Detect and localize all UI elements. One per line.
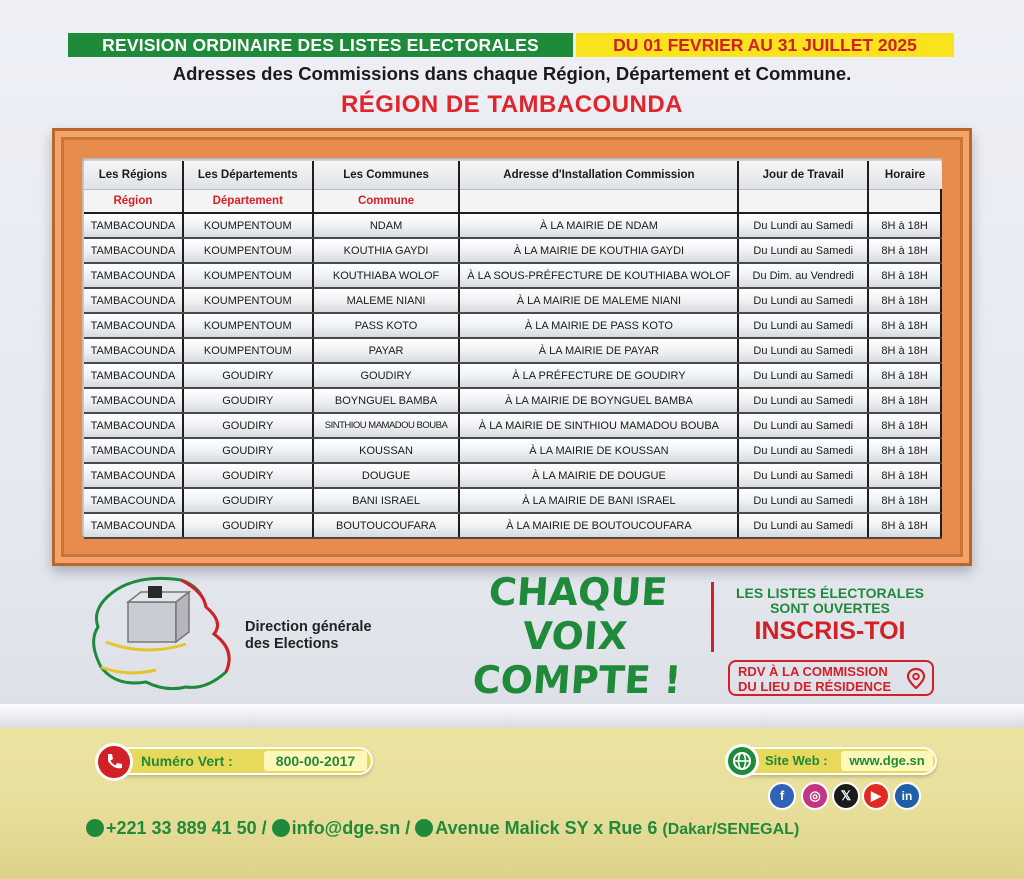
work-days-cell: Du Lundi au Samedi [738, 213, 868, 238]
address-cell: À LA MAIRIE DE BOYNGUEL BAMBA [459, 388, 738, 413]
phone-icon [95, 743, 133, 781]
column-header: Les Communes [313, 161, 460, 190]
commune-cell: NDAM [313, 213, 460, 238]
hours-cell: 8H à 18H [868, 463, 941, 488]
column-header: Adresse d'Installation Commission [459, 161, 738, 190]
work-days-cell: Du Lundi au Samedi [738, 288, 868, 313]
table-row [84, 238, 941, 263]
column-header: Horaire [868, 161, 941, 190]
hours-cell: 8H à 18H [868, 238, 941, 263]
department-cell: GOUDIRY [183, 388, 313, 413]
slogan-line: COMPTE ! [471, 658, 683, 702]
department-cell: GOUDIRY [183, 463, 313, 488]
region-cell: TAMBACOUNDA [84, 388, 183, 413]
green-number-label: Numéro Vert : [141, 753, 233, 769]
department-cell: GOUDIRY [183, 363, 313, 388]
table-subheader-row [84, 190, 941, 214]
column-header: Les Départements [183, 161, 313, 190]
work-days-cell: Du Lundi au Samedi [738, 363, 868, 388]
region-cell: TAMBACOUNDA [84, 263, 183, 288]
address-cell: À LA MAIRIE DE BANI ISRAEL [459, 488, 738, 513]
column-subheader [868, 190, 941, 214]
phone-number[interactable]: +221 33 889 41 50 / [106, 818, 267, 838]
facebook-icon[interactable]: f [768, 782, 796, 810]
commune-cell: KOUSSAN [313, 438, 460, 463]
department-cell: GOUDIRY [183, 513, 313, 538]
address-cell: À LA MAIRIE DE MALEME NIANI [459, 288, 738, 313]
region-cell: TAMBACOUNDA [84, 463, 183, 488]
region-cell: TAMBACOUNDA [84, 238, 183, 263]
table-row [84, 313, 941, 338]
slogan [445, 570, 704, 702]
hours-cell: 8H à 18H [868, 338, 941, 363]
commune-cell: MALEME NIANI [313, 288, 460, 313]
table-row [84, 488, 941, 513]
table-row [84, 513, 941, 538]
column-header: Jour de Travail [738, 161, 868, 190]
slogan-line: CHAQUE VOIX [487, 570, 669, 658]
address-cell: À LA SOUS-PRÉFECTURE DE KOUTHIABA WOLOF [459, 263, 738, 288]
region-cell: TAMBACOUNDA [84, 313, 183, 338]
home-icon [415, 819, 433, 837]
commune-cell: KOUTHIABA WOLOF [313, 263, 460, 288]
region-cell: TAMBACOUNDA [84, 438, 183, 463]
commune-cell: GOUDIRY [313, 363, 460, 388]
commune-cell: DOUGUE [313, 463, 460, 488]
hours-cell: 8H à 18H [868, 313, 941, 338]
region-cell: TAMBACOUNDA [84, 213, 183, 238]
work-days-cell: Du Lundi au Samedi [738, 513, 868, 538]
website-label: Site Web : [765, 753, 828, 768]
work-days-cell: Du Lundi au Samedi [738, 488, 868, 513]
department-cell: KOUMPENTOUM [183, 338, 313, 363]
column-subheader [738, 190, 868, 214]
department-cell: KOUMPENTOUM [183, 288, 313, 313]
hours-cell: 8H à 18H [868, 488, 941, 513]
region-cell: TAMBACOUNDA [84, 363, 183, 388]
table-row [84, 288, 941, 313]
date-range-banner: DU 01 FEVRIER AU 31 JUILLET 2025 [576, 33, 954, 57]
table-row [84, 363, 941, 388]
commune-cell: PASS KOTO [313, 313, 460, 338]
column-subheader: Région [84, 190, 183, 214]
phone-icon [86, 819, 104, 837]
table-row [84, 463, 941, 488]
table-header-row [84, 161, 941, 190]
commune-cell: PAYAR [313, 338, 460, 363]
department-cell: KOUMPENTOUM [183, 313, 313, 338]
address-city: (Dakar/SENEGAL) [662, 821, 800, 838]
email-icon [272, 819, 290, 837]
contact-line [86, 818, 956, 839]
page-subtitle: Adresses des Commissions dans chaque Région, Département et Commune. [172, 63, 852, 84]
region-cell: TAMBACOUNDA [84, 488, 183, 513]
work-days-cell: Du Lundi au Samedi [738, 313, 868, 338]
address-cell: À LA MAIRIE DE BOUTOUCOUFARA [459, 513, 738, 538]
website-link[interactable]: www.dge.sn [841, 751, 933, 771]
green-number-value[interactable]: 800-00-2017 [264, 751, 367, 771]
table-row [84, 438, 941, 463]
commune-cell: BANI ISRAEL [313, 488, 460, 513]
commune-cell: SINTHIOU MAMADOU BOUBA [313, 413, 460, 438]
hours-cell: 8H à 18H [868, 388, 941, 413]
green-number-pill[interactable] [97, 747, 373, 775]
lists-open-line: SONT OUVERTES [770, 600, 890, 616]
region-cell: TAMBACOUNDA [84, 413, 183, 438]
x-icon[interactable]: 𝕏 [832, 782, 860, 810]
divider [711, 582, 714, 652]
table-row [84, 338, 941, 363]
address-cell: À LA MAIRIE DE PAYAR [459, 338, 738, 363]
hours-cell: 8H à 18H [868, 263, 941, 288]
address-cell: À LA MAIRIE DE SINTHIOU MAMADOU BOUBA [459, 413, 738, 438]
hours-cell: 8H à 18H [868, 413, 941, 438]
address-cell: À LA MAIRIE DE KOUTHIA GAYDI [459, 238, 738, 263]
organization-name [245, 619, 415, 653]
email-address[interactable]: info@dge.sn / [291, 818, 411, 838]
location-pin-icon [905, 667, 927, 689]
organization-name-line: des Elections [245, 636, 339, 652]
lists-open-line: LES LISTES ÉLECTORALES [736, 585, 924, 601]
rdv-line: DU LIEU DE RÉSIDENCE [738, 679, 892, 694]
department-cell: KOUMPENTOUM [183, 238, 313, 263]
commune-cell: BOYNGUEL BAMBA [313, 388, 460, 413]
street-address: Avenue Malick SY x Rue 6 [435, 818, 658, 838]
work-days-cell: Du Lundi au Samedi [738, 413, 868, 438]
table-row [84, 263, 941, 288]
address-cell: À LA MAIRIE DE NDAM [459, 213, 738, 238]
website-pill[interactable] [727, 747, 937, 775]
instagram-icon[interactable]: ◎ [801, 782, 829, 810]
organization-name-line: Direction générale [245, 619, 372, 635]
table-row [84, 213, 941, 238]
column-subheader: Commune [313, 190, 460, 214]
department-cell: GOUDIRY [183, 488, 313, 513]
hours-cell: 8H à 18H [868, 513, 941, 538]
work-days-cell: Du Lundi au Samedi [738, 438, 868, 463]
lists-open-text [715, 586, 945, 616]
work-days-cell: Du Lundi au Samedi [738, 238, 868, 263]
column-header: Les Régions [84, 161, 183, 190]
hours-cell: 8H à 18H [868, 288, 941, 313]
senegal-map-ballot-box-logo [86, 572, 246, 694]
hours-cell: 8H à 18H [868, 438, 941, 463]
commissions-table [84, 161, 942, 539]
work-days-cell: Du Dim. au Vendredi [738, 263, 868, 288]
table-row [84, 388, 941, 413]
campaign-banner: REVISION ORDINAIRE DES LISTES ELECTORALES [68, 33, 573, 57]
hours-cell: 8H à 18H [868, 363, 941, 388]
department-cell: KOUMPENTOUM [183, 213, 313, 238]
region-title: RÉGION DE TAMBACOUNDA [340, 91, 684, 118]
hours-cell: 8H à 18H [868, 213, 941, 238]
shelf [0, 704, 1024, 728]
department-cell: KOUMPENTOUM [183, 263, 313, 288]
work-days-cell: Du Lundi au Samedi [738, 338, 868, 363]
column-subheader [459, 190, 738, 214]
region-cell: TAMBACOUNDA [84, 513, 183, 538]
commune-cell: KOUTHIA GAYDI [313, 238, 460, 263]
address-cell: À LA MAIRIE DE PASS KOTO [459, 313, 738, 338]
commune-cell: BOUTOUCOUFARA [313, 513, 460, 538]
rdv-line: RDV À LA COMMISSION [738, 664, 888, 679]
column-subheader: Département [183, 190, 313, 214]
linkedin-icon[interactable]: in [893, 782, 921, 810]
work-days-cell: Du Lundi au Samedi [738, 388, 868, 413]
rdv-box [728, 660, 934, 696]
address-cell: À LA MAIRIE DE DOUGUE [459, 463, 738, 488]
globe-icon [725, 744, 759, 778]
department-cell: GOUDIRY [183, 413, 313, 438]
department-cell: GOUDIRY [183, 438, 313, 463]
region-cell: TAMBACOUNDA [84, 288, 183, 313]
region-cell: TAMBACOUNDA [84, 338, 183, 363]
table-row [84, 413, 941, 438]
address-cell: À LA MAIRIE DE KOUSSAN [459, 438, 738, 463]
call-to-action: INSCRIS-TOI [754, 617, 906, 645]
youtube-icon[interactable]: ▶ [862, 782, 890, 810]
address-cell: À LA PRÉFECTURE DE GOUDIRY [459, 363, 738, 388]
work-days-cell: Du Lundi au Samedi [738, 463, 868, 488]
